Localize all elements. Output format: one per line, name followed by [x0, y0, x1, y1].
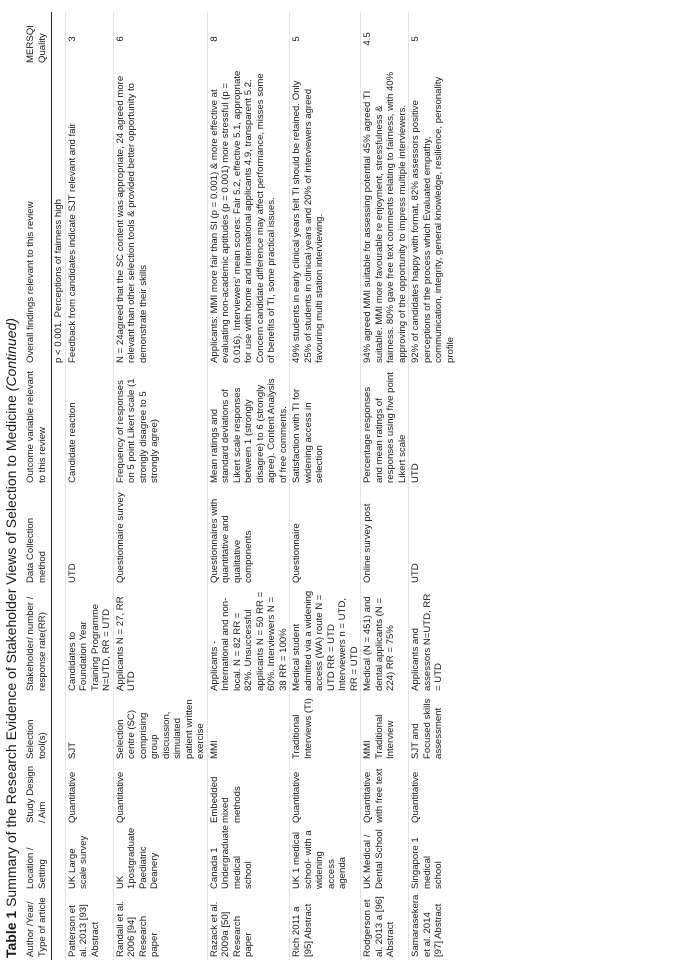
cell-outcome: Satisfaction with TI for widening access in selection: [290, 366, 361, 486]
cell-stakeholder: [52, 586, 66, 694]
table-row: [113, 12, 207, 960]
cell-quality: 8: [207, 12, 290, 66]
table-row: [361, 12, 409, 960]
cell-quality: 3: [65, 12, 113, 66]
cell-tools: MMI Traditional Interview: [361, 694, 409, 762]
header-method: Data Collection method: [24, 486, 52, 586]
cell-quality: 6: [113, 12, 207, 66]
cell-author: Patterson et al. 2013 [93] Abstract: [65, 892, 113, 960]
cell-findings: Applicants: MMI more fair than SI (p = 0.001) & more effective at evaluating non-academic aptitudes (p = 0.001) more stressful (p = 0.016). Interviewers' mean scores: Fair 5.2, effective 5.1, appropriate for use with home and international applicants 4.9, transparent 5.2. Concern candidate difference may affect performance, misses some of benefits of TI, some practical issues.: [207, 66, 290, 366]
cell-location: UK 1postgraduate Paediatric Deanery: [113, 826, 207, 892]
cell-findings: 92% of candidates happy with format, 82% assessors positive perceptions of the process which Evaluated empathy, communication, integrity, general knowledge, resilience, personality profile: [410, 76, 456, 363]
cell-method: Questionnaires with quantitative and qualitative components: [207, 486, 290, 586]
cell-method: Questionnaire: [290, 486, 361, 586]
cell-location: Singapore 1 medical school: [410, 837, 444, 889]
cell-design: [52, 762, 66, 826]
cell-design: Quantitative: [65, 762, 113, 826]
cell-stakeholder: Applicants N = 27, RR UTD: [113, 586, 207, 694]
cell-stakeholder: Candidates to Foundation Year Training Programme N=UTD, RR = UTD: [65, 586, 113, 694]
header-author: Author /Year/ Type of article: [24, 892, 52, 960]
cell-outcome: UTD: [410, 463, 421, 483]
table-row: [65, 12, 113, 960]
evidence-table: [24, 12, 456, 960]
cell-outcome: Percentage responses and mean ratings of responses using five point Likert scale: [361, 366, 409, 486]
table-row: [52, 12, 66, 960]
cell-quality: 4.5: [361, 12, 409, 66]
cell-method: Online survey post: [361, 486, 409, 586]
cell-author: [52, 892, 66, 960]
cell-outcome: [52, 366, 66, 486]
cell-method: [52, 486, 66, 586]
cell-method: UTD: [410, 563, 421, 583]
header-findings: Overall findings relevant to this review: [24, 66, 52, 366]
cell-design: Embedded mixed methods: [207, 762, 290, 826]
cell-design: Quantitative: [290, 762, 361, 826]
header-stakeholder: Stakeholder/ number / response rate(RR): [24, 586, 52, 694]
cell-tools: SJT and Focused skills assessment: [410, 698, 444, 759]
cell-location: UK 1 medical school- with a widening access agenda: [290, 826, 361, 892]
cell-design: Quantitative: [410, 771, 421, 823]
cell-quality: 5: [410, 36, 421, 42]
cell-design: Quantitative: [113, 762, 207, 826]
cell-author: Rodgerson et al. 2013 a [96] Abstract: [361, 892, 409, 960]
header-quality: MERSQI Quality: [24, 12, 52, 66]
cell-design: Quantitative with free text: [361, 762, 409, 826]
cell-author: Randall et al. 2006 [94] Research paper: [113, 892, 207, 960]
table-row: [290, 12, 361, 960]
cell-location: Canada 1 Undergraduate medical school: [207, 826, 290, 892]
cell-stakeholder: Applicants -International and non-local. N = 82 RR = 82%. Unsuccessful applicants N = 50 RR = 60%. Interviewers N = 38 RR = 100%: [207, 586, 290, 694]
cell-location: UK Large scale survey: [65, 826, 113, 892]
cell-method: UTD: [65, 486, 113, 586]
header-design: Study Design / Aim: [24, 762, 52, 826]
cell-tools: [52, 694, 66, 762]
cell-tools: Selection centre (SC) comprising group discussion, simulated patient written exercise: [113, 694, 207, 762]
header-tools: Selection tool(s): [24, 694, 52, 762]
cell-quality: 5: [290, 12, 361, 66]
cell-location: [52, 826, 66, 892]
cell-author: Samarasekera et al. 2014 [97] Abstract: [410, 894, 444, 957]
cell-findings: p < 0.001. Perceptions of fairness high: [52, 66, 66, 366]
cell-findings: Feedback from candidates indicate SJT relevant and fair: [65, 66, 113, 366]
caption-text: Summary of the Research Evidence of Stakeholder Views of Selection to Medicine: [3, 391, 19, 911]
cell-tools: SJT: [65, 694, 113, 762]
cell-outcome: Mean ratings and standard deviations of Likert scale responses between 1 (strongly disagree) to 6 (strongly agree). Content Analysis of free comments.: [207, 366, 290, 486]
cell-quality: [52, 12, 66, 66]
cell-stakeholder: Medical student admitted via a widening access (WA) route N = UTD RR = UTD Interviewers n = UTD, RR = UTD: [290, 586, 361, 694]
table-caption: [3, 318, 19, 958]
header-row: [24, 12, 52, 960]
cell-findings: 94% agreed MMI suitable for assessing potential 45% agreed TI suitable. MMI more favourable re enjoyment, stressfulness & fairness. 80% gave free text comments relating to fairness, with 40% approving of the opportunity to impress multiple interviewers.: [361, 66, 409, 366]
cell-stakeholder: Applicants and assessors N=UTD, RR = UTD: [410, 593, 444, 691]
caption-label: Table 1: [3, 910, 19, 958]
cell-stakeholder: Medical (N = 451) and dental applicants (N = 224) RR = 75%: [361, 586, 409, 694]
cell-findings: N = 24agreed that the SC content was appropriate, 24 agreed more relevant than other selection tools & provided better opportunity to demonstrate their skills: [113, 66, 207, 366]
cell-outcome: Candidate reaction: [65, 366, 113, 486]
cell-findings: 49% students in early clinical years felt TI should be retained. Only 25% of students in clinical years and 20% of interviewers agreed favouring multi station interviewing.: [290, 66, 361, 366]
cell-outcome: Frequency of responses on 5 point Likert scale (1 strongly disagree to 5 strongly agree): [113, 366, 207, 486]
cell-method: Questionnaire survey: [113, 486, 207, 586]
table-row: [409, 12, 457, 960]
header-location: Location / Setting: [24, 826, 52, 892]
cell-location: UK Medical / Dental School: [361, 826, 409, 892]
cell-author: Razack et al. 2009a [50] Research paper: [207, 892, 290, 960]
header-outcome: Outcome variable relevant to this review: [24, 366, 52, 486]
caption-continued: (Continued): [3, 318, 19, 392]
cell-tools: Traditional Interviews (TI): [290, 694, 361, 762]
cell-author: Rich 2011 a [95] Abstract: [290, 892, 361, 960]
table-row: [207, 12, 290, 960]
cell-tools: MMI: [207, 694, 290, 762]
